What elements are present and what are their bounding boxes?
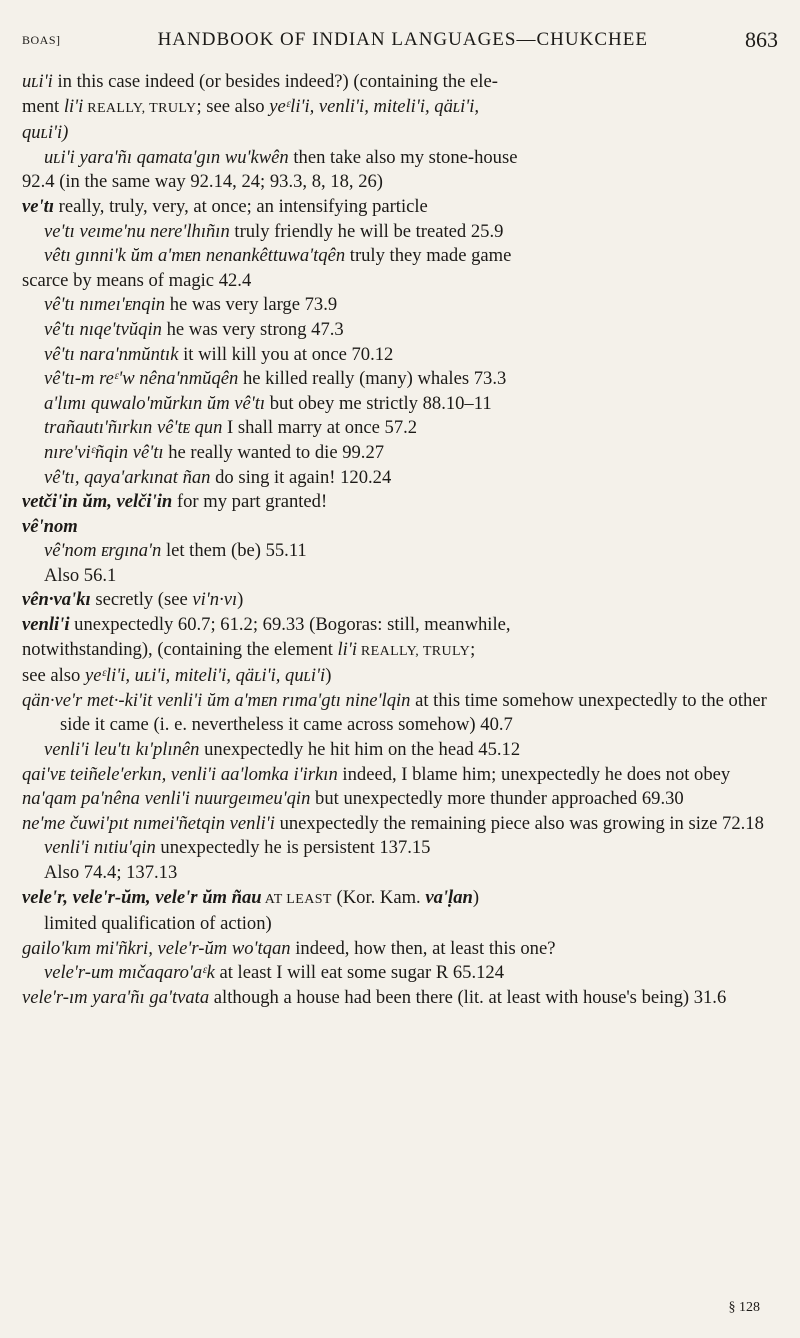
chukchee-text: uʟi'i — [22, 71, 53, 92]
chukchee-text: vi'n·vı — [192, 589, 238, 611]
gloss-text: ) — [237, 589, 244, 611]
gloss-text: 92.4 (in the same way 92.14, 24; 93.3, 8, 18, 26) — [22, 171, 383, 193]
gloss-text: truly they made game — [345, 245, 512, 267]
entry-line — [22, 763, 778, 788]
chukchee-text: quʟi'i) — [22, 122, 69, 144]
chukchee-text: vê'tı, qaya'arkınat ñan — [44, 466, 211, 488]
gloss-text: do sing it again! 120.24 — [210, 466, 392, 488]
chukchee-text: gailo'kım mi'ñkri, vele'r-ŭm wo'tqan — [22, 937, 291, 959]
chukchee-text: venli'i nıtiu'qin — [44, 837, 156, 859]
chukchee-text: na'qam pa'nêna venli'i nuurgeımeu'qin — [22, 788, 311, 810]
chukchee-text: yeᵋli'i, venli'i, miteli'i, qäʟi'i, — [269, 95, 480, 117]
entry-headline — [22, 70, 778, 95]
gloss-text: Also 74.4; 137.13 — [44, 862, 178, 883]
entry-line — [22, 638, 778, 665]
gloss-text: indeed, I blame him; unexpectedly he does not obey — [337, 763, 731, 785]
entry-line — [22, 937, 778, 962]
entry-line — [22, 664, 778, 689]
chukchee-text: vele'r-um mıčaqaro'aᵋk — [44, 962, 215, 984]
gloss-text: unexpectedly he is persistent 137.15 — [155, 837, 431, 859]
gloss-text: I shall marry at once 57.2 — [222, 417, 418, 439]
entry-line — [22, 95, 778, 122]
headword: va'ḷan — [425, 886, 473, 908]
entry-line — [22, 689, 778, 738]
headword: venli'i — [22, 614, 70, 636]
chukchee-text: vê'tı nımeı'ᴇnqin — [44, 294, 166, 316]
entry-line — [22, 787, 778, 812]
gloss-text: he was very strong 47.3 — [161, 318, 344, 340]
gloss-text: but obey me strictly 88.10–11 — [265, 392, 492, 414]
chukchee-text: vê'tı-m reᵋ'w nêna'nmŭqên — [44, 368, 239, 390]
gloss-text: at this time somehow unexpectedly to the other side it came (i. e. nevertheless it came across somehow) 40.7 — [60, 689, 767, 736]
gloss-text: ment — [22, 95, 64, 117]
chukchee-text: venli'i leu'tı kı'plınên — [44, 739, 200, 761]
gloss-text: unexpectedly he hit him on the head 45.12 — [199, 739, 521, 761]
gloss-text: ; see also — [196, 95, 270, 117]
entry-line — [22, 912, 778, 937]
gloss-text: Also 56.1 — [44, 564, 117, 586]
entry-line — [22, 367, 778, 392]
chukchee-text: li'i — [63, 95, 84, 117]
gloss-text: but unexpectedly more thunder approached 69.30 — [310, 788, 684, 810]
gloss-text: he really wanted to die 99.27 — [163, 441, 385, 463]
chukchee-text: li'i — [337, 638, 357, 660]
gloss-text: for my part granted! — [172, 491, 328, 513]
gloss-text: let them (be) 55.11 — [161, 540, 307, 562]
entry-line — [22, 392, 778, 417]
gloss-text: it will kill you at once 70.12 — [178, 343, 394, 365]
headword: ve'tı — [22, 195, 55, 217]
chukchee-text: ne'me čuwi'pıt nımei'ñetqin venli'i — [22, 812, 275, 834]
gloss-text: he was very large 73.9 — [165, 294, 338, 316]
entry-headline — [22, 588, 778, 613]
chukchee-text: yeᵋli'i, uʟi'i, miteli'i, qäʟi'i, quʟi'i — [85, 665, 326, 687]
entry-line — [22, 318, 778, 343]
entry-line — [22, 466, 778, 491]
running-header — [22, 18, 778, 62]
entry-line — [22, 836, 778, 861]
chukchee-text: a'lımı quwalo'mŭrkın ŭm vê'tı — [44, 392, 266, 414]
gloss-text: ) — [472, 886, 480, 908]
entry-headline — [22, 490, 778, 515]
small-caps-gloss: REALLY, TRULY — [83, 100, 197, 116]
entry-line — [22, 961, 778, 986]
gloss-text: see also — [22, 665, 85, 687]
entry-line — [22, 343, 778, 368]
gloss-text: unexpectedly the remaining piece also was growing in size 72.18 — [274, 812, 764, 834]
headword: vele'r, vele'r-ŭm, vele'r ŭm ñau — [22, 886, 262, 908]
chukchee-text: uʟi'i yara'ñı qamata'gın wu'kwên — [44, 146, 289, 168]
gloss-text: truly friendly he will be treated 25.9 — [229, 220, 504, 242]
gloss-text: indeed, how then, at least this one? — [290, 937, 556, 959]
chukchee-text: qän·ve'r met·-ki'it venli'i ŭm a'mᴇn rıma'gtı nine'lqin — [22, 689, 411, 711]
entry-line — [22, 738, 778, 763]
gloss-text: then take also my stone-house — [288, 146, 518, 168]
entry-line — [22, 861, 778, 886]
gloss-text: (Kor. Kam. — [331, 886, 426, 908]
chukchee-text: vele'r-ım yara'ñı ga'tvata — [22, 986, 210, 1008]
entry-line — [22, 564, 778, 589]
small-caps-gloss: AT LEAST — [261, 891, 332, 907]
gloss-text: really, truly, very, at once; an intensifying particle — [54, 195, 428, 217]
chukchee-text: qai'vᴇ teiñele'erkın, venli'i aa'lomka i'irkın — [22, 763, 338, 785]
gloss-text: in this case indeed (or besides indeed?) (containing the ele- — [52, 71, 498, 92]
chukchee-text: vê'nom ᴇrgına'n — [44, 540, 162, 562]
headword: vê'nom — [22, 515, 78, 537]
entry-line — [22, 146, 778, 171]
gloss-text: he killed really (many) whales 73.3 — [238, 368, 507, 390]
gloss-text: at least I will eat some sugar R 65.124 — [214, 962, 505, 984]
entry-line — [22, 121, 778, 146]
entry-headline — [22, 613, 778, 638]
entry-line — [22, 441, 778, 466]
entry-headline — [22, 515, 778, 540]
chukchee-text: trañautı'ñırkın vê'tᴇ qun — [44, 417, 223, 439]
chukchee-text: nıre'viᵋñqin vê'tı — [44, 441, 164, 463]
entry-line — [22, 220, 778, 245]
entry-line — [22, 170, 778, 195]
entry-line — [22, 416, 778, 441]
dictionary-entries — [22, 70, 778, 1011]
chukchee-text: vê'tı nıqe'tvŭqin — [44, 318, 162, 340]
gloss-text: notwithstanding), (containing the element — [22, 638, 338, 660]
chukchee-text: vêtı gınni'k ŭm a'mᴇn nenankêttuwa'tqên — [44, 245, 346, 267]
entry-line — [22, 269, 778, 294]
header-page-number: 863 — [745, 27, 778, 52]
gloss-text: ; — [470, 638, 476, 660]
entry-line — [22, 986, 778, 1011]
gloss-text: scarce by means of magic 42.4 — [22, 269, 252, 291]
gloss-text: although a house had been there (lit. at least with house's being) 31.6 — [209, 986, 727, 1008]
header-author: BOAS] — [22, 32, 61, 47]
entry-headline — [22, 195, 778, 220]
chukchee-text: vê'tı nara'nmŭntık — [44, 343, 179, 365]
gloss-text: ) — [325, 665, 332, 687]
entry-line — [22, 812, 778, 837]
entry-line — [22, 244, 778, 269]
entry-line — [22, 539, 778, 564]
gloss-text: secretly (see — [90, 589, 193, 611]
entry-headline — [22, 886, 778, 913]
headword: vetči'in ŭm, velči'in — [22, 491, 173, 513]
entry-line — [22, 293, 778, 318]
header-title: HANDBOOK OF INDIAN LANGUAGES—CHUKCHEE — [157, 29, 648, 50]
gloss-text: unexpectedly 60.7; 61.2; 69.33 (Bogoras: still, meanwhile, — [69, 614, 511, 636]
chukchee-text: ve'tı veıme'nu nere'lhıñın — [44, 220, 230, 242]
section-mark: § 128 — [728, 1300, 760, 1315]
headword: vên·va'kı — [22, 589, 91, 611]
gloss-text: limited qualification of action) — [44, 913, 272, 935]
small-caps-gloss: REALLY, TRULY — [357, 643, 471, 659]
